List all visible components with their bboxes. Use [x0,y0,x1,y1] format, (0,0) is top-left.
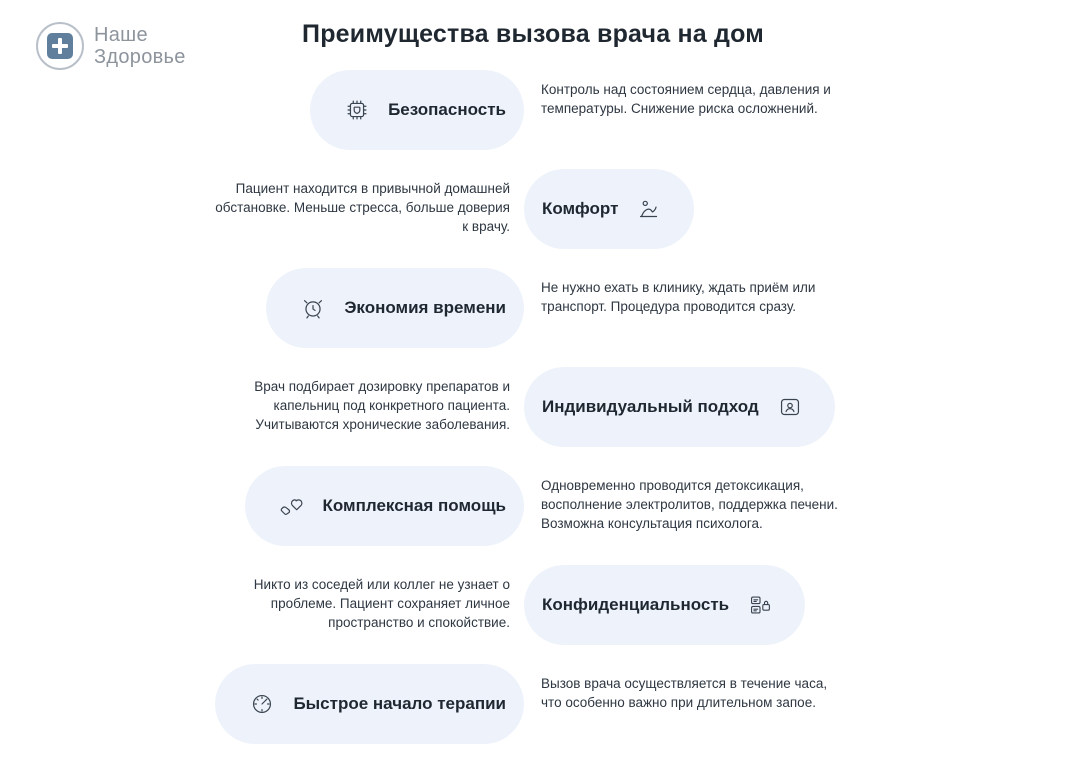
benefit-pill-bezopasnost [310,70,524,150]
benefit-pill-bystroe-nachalo-terapii [215,664,524,744]
benefits-list [0,70,1066,763]
benefit-label: Комфорт [542,199,619,218]
page-title: Преимущества вызова врача на дом [302,20,764,48]
secure-documents-icon [743,588,777,622]
list-item [0,70,1066,166]
hand-heart-icon [275,489,309,523]
benefit-label: Быстрое начало терапии [293,694,506,713]
benefit-description: Врач подбирает дозировку препаратов и капельниц под конкретного пациента. Учитываются хронические заболевания. [254,379,510,433]
shield-chip-icon [340,93,374,127]
benefit-description: Контроль над состоянием сердца, давления и температуры. Снижение риска осложнений. [541,82,831,117]
speedometer-icon [245,687,279,721]
benefit-label: Безопасность [388,100,506,119]
brand-name-line2: Здоровье [94,46,186,68]
brand-name-line1: Наше [94,23,148,46]
list-item [0,268,1066,364]
benefit-label: Индивидуальный подход [542,397,759,416]
alarm-clock-icon [296,291,330,325]
list-item [0,466,1066,562]
benefit-pill-ekonomiya-vremeni [266,268,524,348]
benefit-description: Не нужно ехать в клинику, ждать приём или транспорт. Процедура проводится сразу. [541,280,816,315]
benefit-description: Вызов врача осуществляется в течение часа, что особенно важно при длительном запое. [541,676,828,711]
list-item [0,169,1066,265]
benefit-pill-komfort [524,169,694,249]
list-item [0,664,1066,760]
user-card-icon [773,390,807,424]
benefit-description: Одновременно проводится детоксикация, восполнение электролитов, поддержка печени. Возможна консультация психолога. [541,478,838,532]
benefit-label: Конфиденциальность [542,595,730,614]
benefit-pill-kompleksnaya-pomoshch [245,466,524,546]
relax-person-icon [632,192,666,226]
list-item [0,565,1066,661]
benefit-description: Пациент находится в привычной домашней обстановке. Меньше стресса, больше доверия к врачу. [215,181,510,235]
benefit-label: Комплексная помощь [322,496,506,515]
benefit-label: Экономия времени [344,298,506,317]
benefit-pill-konfidencialnost [524,565,805,645]
list-item [0,367,1066,463]
benefit-description: Никто из соседей или коллег не узнает о проблеме. Пациент сохраняет личное пространство и спокойствие. [253,577,510,631]
benefit-pill-individualnyy-podhod [524,367,835,447]
